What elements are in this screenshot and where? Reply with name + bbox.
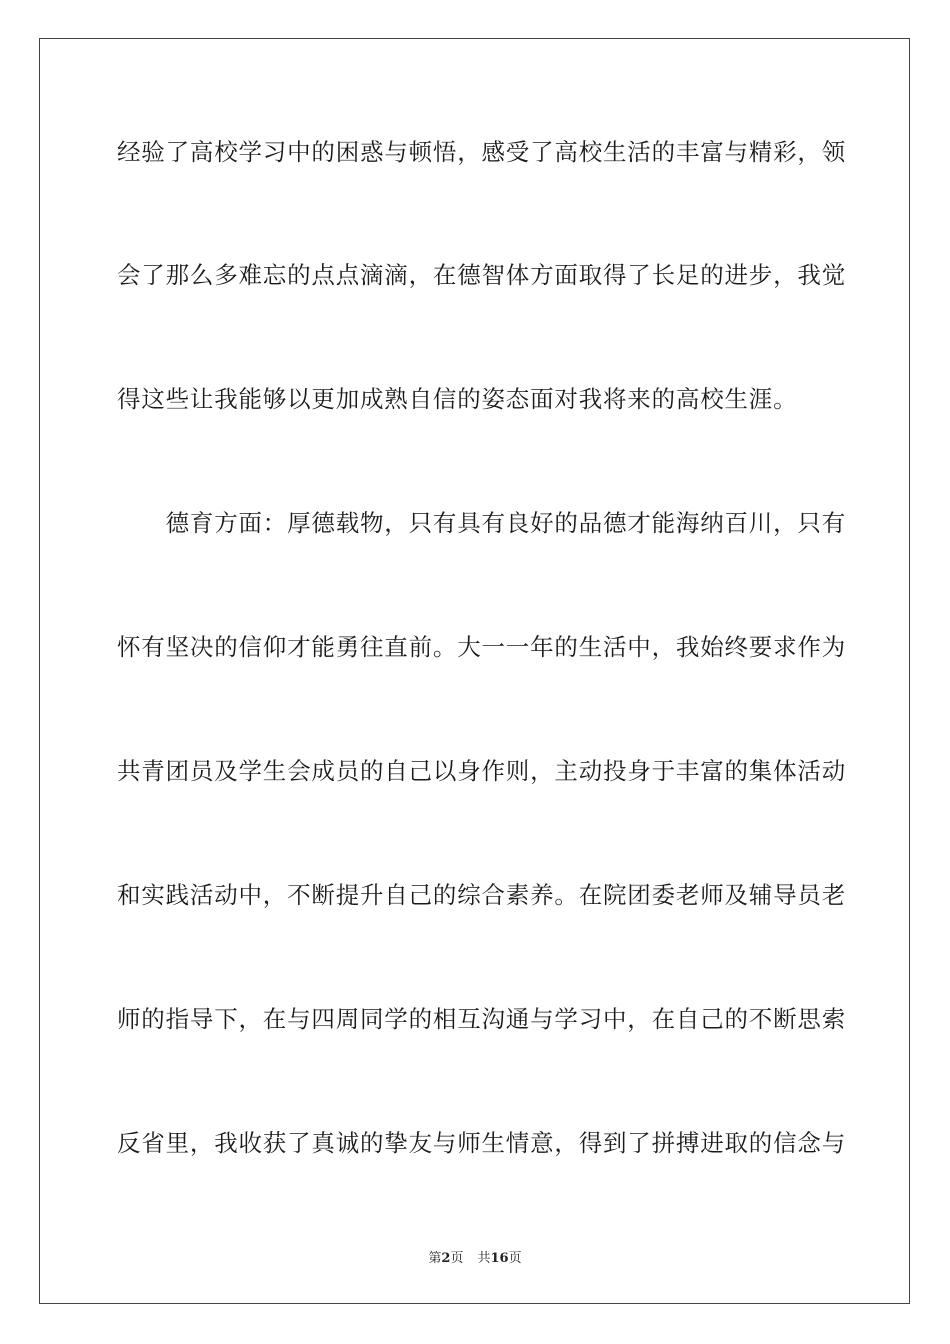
page-number: 2 (441, 1251, 451, 1266)
text-line-5: 怀有坚决的信仰才能勇往直前。大一一年的生活中，我始终要求作为 (117, 633, 846, 661)
text-line-2: 会了那么多难忘的点点滴滴，在德智体方面取得了长足的进步，我觉 (117, 261, 846, 289)
page-footer (0, 1247, 950, 1266)
text-line-3: 得这些让我能够以更加成熟自信的姿态面对我将来的高校生涯。 (117, 385, 798, 413)
total-suffix: 页 (508, 1251, 522, 1266)
total-prefix: 共 (477, 1251, 491, 1266)
page-prefix: 第 (428, 1251, 442, 1266)
page-suffix: 页 (450, 1251, 464, 1266)
page-border (39, 38, 910, 1304)
text-line-7: 和实践活动中，不断提升自己的综合素养。在院团委老师及辅导员老 (117, 881, 846, 909)
total-pages: 16 (490, 1251, 509, 1266)
text-line-8: 师的指导下，在与四周同学的相互沟通与学习中，在自己的不断思索 (117, 1005, 846, 1033)
text-line-1: 经验了高校学习中的困惑与顿悟，感受了高校生活的丰富与精彩，领 (117, 138, 846, 166)
text-line-9: 反省里，我收获了真诚的挚友与师生情意，得到了拼搏进取的信念与 (117, 1129, 846, 1157)
text-line-6: 共青团员及学生会成员的自己以身作则，主动投身于丰富的集体活动 (117, 757, 846, 785)
text-line-4: 德育方面：厚德载物，只有具有良好的品德才能海纳百川，只有 (117, 509, 846, 537)
